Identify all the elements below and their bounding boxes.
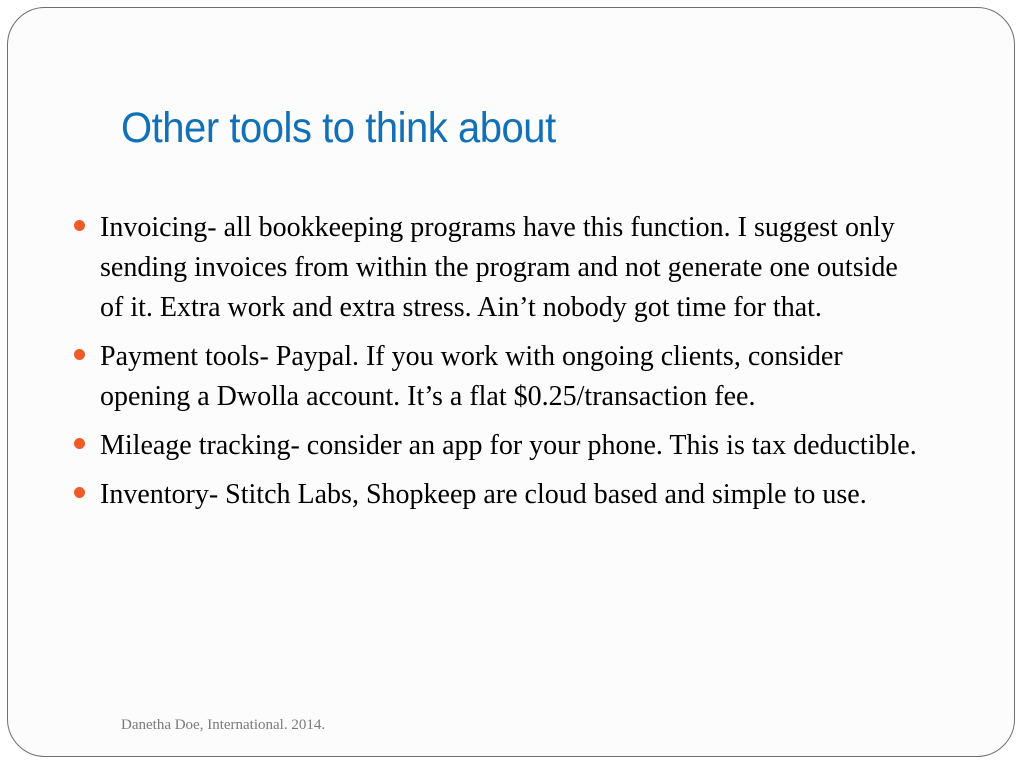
bullet-dot-icon bbox=[74, 487, 85, 498]
slide-frame bbox=[7, 7, 1015, 757]
bullet-dot-icon bbox=[74, 349, 85, 360]
bullet-item-invoicing bbox=[70, 208, 920, 328]
slide-title: Other tools to think about bbox=[121, 104, 556, 152]
bullet-item-mileage-tracking bbox=[70, 426, 920, 466]
slide-footer: Danetha Doe, International. 2014. bbox=[121, 717, 326, 733]
bullet-dot-icon bbox=[74, 220, 85, 231]
bullet-text: Payment tools- Paypal. If you work with ongoing clients, consider opening a Dwolla account. It’s a flat $0.25/transaction fee. bbox=[100, 341, 843, 412]
bullet-text: Inventory- Stitch Labs, Shopkeep are cloud based and simple to use. bbox=[100, 479, 867, 510]
bullet-text: Mileage tracking- consider an app for your phone. This is tax deductible. bbox=[100, 430, 917, 461]
bullet-text: Invoicing- all bookkeeping programs have this function. I suggest only sending invoices from within the program and not generate one outside of it. Extra work and extra stress. Ain’t nobody got time for that. bbox=[100, 212, 898, 323]
bullet-dot-icon bbox=[74, 438, 85, 449]
bullet-item-payment-tools bbox=[70, 337, 920, 417]
bullet-item-inventory bbox=[70, 475, 920, 515]
bullet-list bbox=[70, 208, 920, 524]
